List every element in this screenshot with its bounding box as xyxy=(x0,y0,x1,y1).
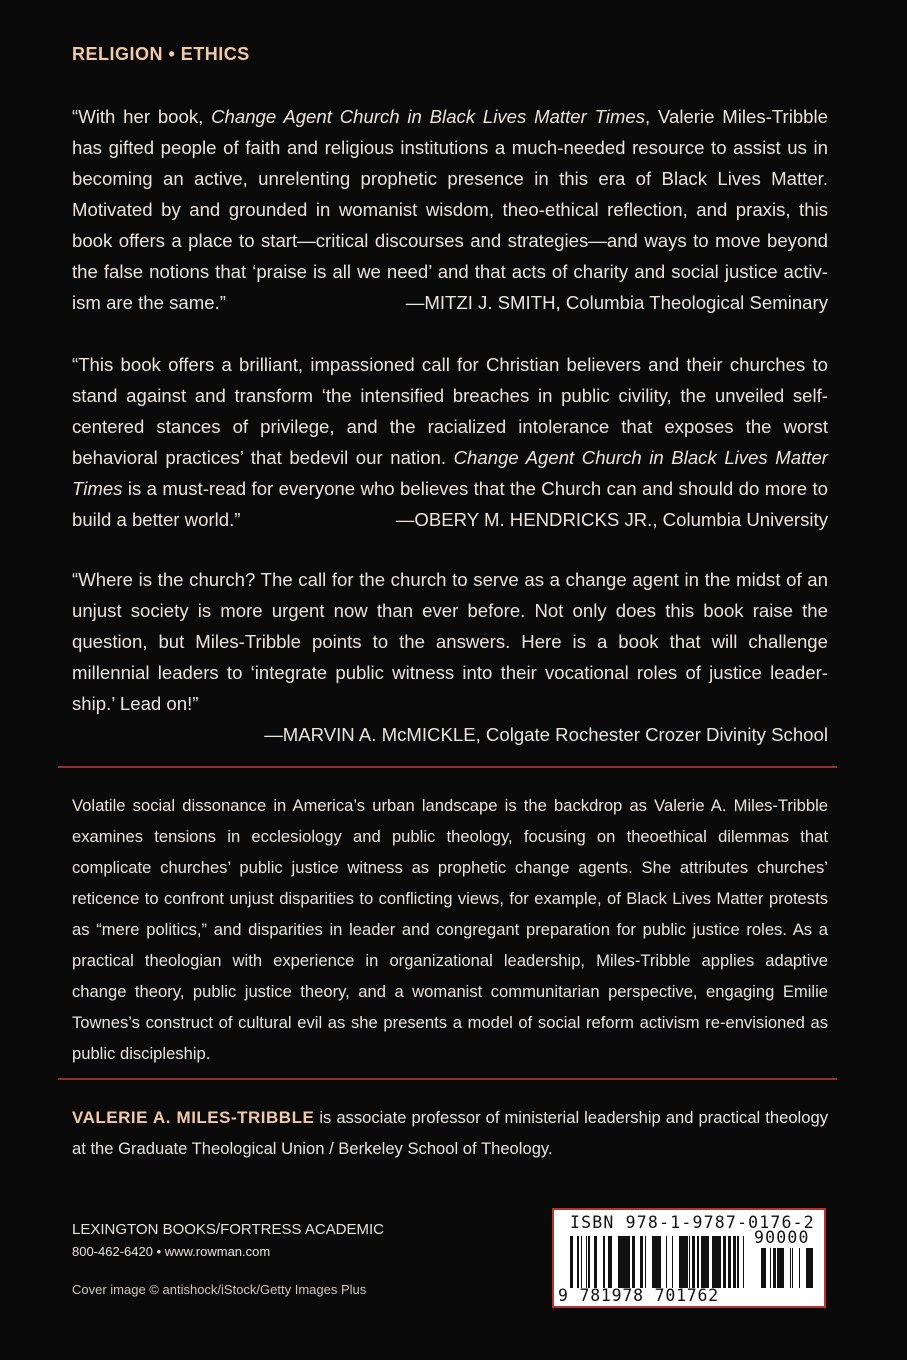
quote-book-title: Change Agent Church in Black Lives Matter Times xyxy=(211,106,646,127)
author-bio xyxy=(72,1102,828,1164)
category-label: RELIGION • ETHICS xyxy=(72,44,250,64)
publisher-name: LEXINGTON BOOKS/FORTRESS ACADEMIC xyxy=(72,1221,385,1238)
book-description: Volatile social dissonance in America’s urban landscape is the backdrop as Valerie A. Miles-Tribble examines tensions in ecclesiology and public theology, focusing on theoethical dilemmas that complicate churches’ public justice witness as prophetic change agents. She attributes churches’ reticence to confront unjust disparities to conflicting views, for example, of Black Lives Matter protests as “mere politics,” and disparities in leader and congregant preparation for public justice roles. As a practical theologian with experience in organizational leadership, Miles-Tribble applies adaptive change theory, public justice theory, and a womanist communitarian perspective, engaging Emilie Townes’s construct of cultural evil as she presents a model of social reform activism re-envisioned as public discipleship. xyxy=(72,796,828,1063)
quote-attribution: —MITZI J. SMITH, Columbia Theological Seminary xyxy=(405,292,828,313)
price-code: 90000 xyxy=(754,1228,810,1247)
quote-text: is a must-read for everyone who believes that the Church can and should do more to build a better world.” xyxy=(72,478,828,530)
author-bio-text: is associate professor of ministerial leadership and practical theology at the Graduate Theological Union / Berkeley School of Theology. xyxy=(72,1108,828,1158)
isbn-label: ISBN 978-1-9787-0176-2 xyxy=(570,1213,815,1232)
quote-text: “This book offers a brilliant, impassioned call for Christian believers and their churches to stand against and transform ‘the intensified breaches in public civility, the unveiled self-centered stances of privilege, and the racialized intolerance that exposes the worst behavioral practices’ that bedevil our nation. xyxy=(72,354,828,468)
ean-digits: 9 781978 701762 xyxy=(558,1286,720,1305)
barcode-main-bars-icon xyxy=(570,1236,746,1288)
cover-image-credit: Cover image © antishock/iStock/Getty Images Plus xyxy=(72,1282,367,1297)
divider-rule xyxy=(58,1078,837,1080)
quote-attribution: —MARVIN A. McMICKLE, Colgate Rochester Crozer Divinity School xyxy=(264,724,828,745)
isbn-barcode xyxy=(552,1208,826,1308)
quote-text: “With her book, xyxy=(72,106,212,127)
divider-rule xyxy=(58,766,837,768)
quote-attribution: —OBERY M. HENDRICKS JR., Columbia University xyxy=(395,509,828,530)
barcode-addon-bars-icon xyxy=(754,1248,816,1288)
publisher-contact: 800-462-6420 • www.rowman.com xyxy=(72,1244,271,1259)
quote-book-title: Change Agent Church in Black Lives Matter Times xyxy=(72,447,828,499)
endorsement-quote-1 xyxy=(72,101,828,318)
author-name: VALERIE A. MILES-TRIBBLE xyxy=(72,1108,315,1127)
quote-text: , Valerie Miles-Tribble has gifted people of faith and religious institutions a much-needed resource to assist us in becoming an active, unrelenting prophetic presence in this era of Black Lives Matter. Motivated by and grounded in womanist wisdom, theo-ethical reflection, and praxis, this book offers a place to start—critical discourses and strategies—and ways to move beyond the false notions that ‘praise is all we need’ and that acts of charity and social justice activism are the same.” xyxy=(72,106,828,313)
quote-text: “Where is the church? The call for the church to serve as a change agent in the midst of an unjust society is more urgent now than ever before. Not only does this book raise the question, but Miles-Tribble points to the answers. Here is a book that will challenge millennial leaders to ‘integrate public witness into their vocational roles of justice leadership.’ Lead on!” xyxy=(72,569,828,714)
endorsement-quote-2 xyxy=(72,349,828,535)
endorsement-quote-3 xyxy=(72,564,828,750)
publisher-block xyxy=(72,1219,384,1263)
